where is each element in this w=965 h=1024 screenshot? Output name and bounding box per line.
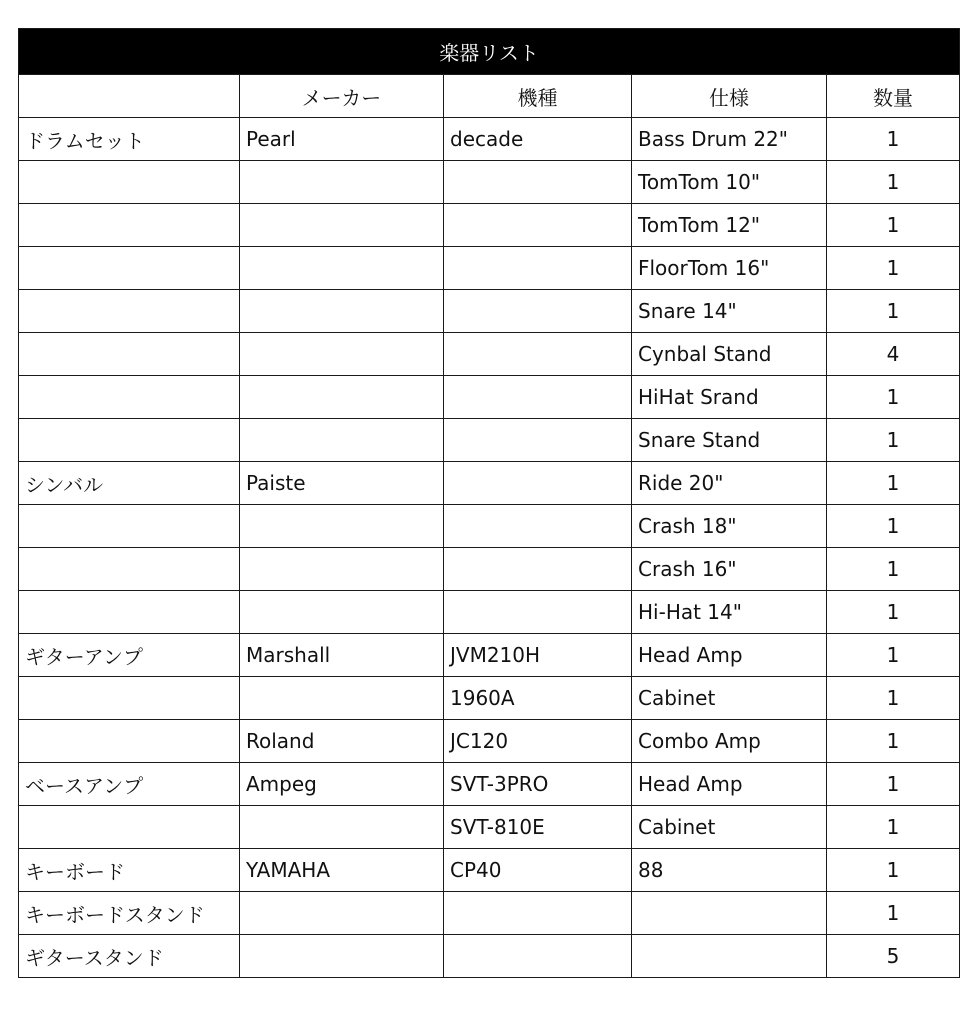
cell-quantity: 1: [827, 505, 960, 548]
cell-spec: HiHat Srand: [632, 376, 827, 419]
cell-maker: [240, 892, 444, 935]
table-row: [19, 118, 960, 161]
table-title: 楽器リスト: [19, 29, 960, 75]
cell-spec: [632, 892, 827, 935]
cell-category: [19, 204, 240, 247]
cell-model: 1960A: [444, 677, 632, 720]
cell-category: [19, 677, 240, 720]
cell-maker: [240, 677, 444, 720]
cell-model: JVM210H: [444, 634, 632, 677]
cell-quantity: 1: [827, 720, 960, 763]
cell-quantity: 1: [827, 462, 960, 505]
cell-spec: Ride 20": [632, 462, 827, 505]
cell-quantity: 1: [827, 247, 960, 290]
table-row: [19, 677, 960, 720]
cell-quantity: 1: [827, 806, 960, 849]
table-row: [19, 161, 960, 204]
cell-quantity: 1: [827, 290, 960, 333]
header-model: 機種: [444, 75, 632, 118]
table-row: [19, 462, 960, 505]
cell-spec: Cabinet: [632, 677, 827, 720]
cell-model: [444, 161, 632, 204]
cell-model: SVT-3PRO: [444, 763, 632, 806]
table-row: [19, 204, 960, 247]
header-row: [19, 75, 960, 118]
header-category: [19, 75, 240, 118]
header-maker: メーカー: [240, 75, 444, 118]
cell-spec: Snare 14": [632, 290, 827, 333]
cell-maker: Paiste: [240, 462, 444, 505]
cell-spec: 88: [632, 849, 827, 892]
cell-model: JC120: [444, 720, 632, 763]
table-row: [19, 419, 960, 462]
cell-category: [19, 720, 240, 763]
cell-category: ベースアンプ: [19, 763, 240, 806]
cell-model: [444, 290, 632, 333]
cell-model: [444, 376, 632, 419]
cell-category: [19, 161, 240, 204]
cell-category: ギターアンプ: [19, 634, 240, 677]
cell-spec: Snare Stand: [632, 419, 827, 462]
cell-maker: Marshall: [240, 634, 444, 677]
table-row: [19, 247, 960, 290]
cell-maker: [240, 591, 444, 634]
cell-category: [19, 505, 240, 548]
cell-spec: Hi-Hat 14": [632, 591, 827, 634]
cell-spec: Head Amp: [632, 763, 827, 806]
cell-spec: [632, 935, 827, 978]
cell-quantity: 1: [827, 376, 960, 419]
header-quantity: 数量: [827, 75, 960, 118]
cell-model: [444, 548, 632, 591]
cell-maker: [240, 333, 444, 376]
cell-maker: [240, 376, 444, 419]
table-row: [19, 720, 960, 763]
cell-model: [444, 247, 632, 290]
cell-model: [444, 591, 632, 634]
cell-quantity: 1: [827, 634, 960, 677]
table-row: [19, 763, 960, 806]
table-row: [19, 935, 960, 978]
cell-category: [19, 548, 240, 591]
cell-model: SVT-810E: [444, 806, 632, 849]
cell-quantity: 1: [827, 204, 960, 247]
table-row: [19, 849, 960, 892]
cell-spec: Crash 16": [632, 548, 827, 591]
cell-maker: Pearl: [240, 118, 444, 161]
cell-maker: [240, 935, 444, 978]
cell-category: ギタースタンド: [19, 935, 240, 978]
cell-maker: Roland: [240, 720, 444, 763]
cell-category: シンバル: [19, 462, 240, 505]
cell-quantity: 5: [827, 935, 960, 978]
table-row: [19, 892, 960, 935]
cell-quantity: 1: [827, 677, 960, 720]
cell-maker: Ampeg: [240, 763, 444, 806]
cell-spec: Bass Drum 22": [632, 118, 827, 161]
cell-category: [19, 290, 240, 333]
cell-spec: Head Amp: [632, 634, 827, 677]
cell-model: [444, 505, 632, 548]
table-row: [19, 333, 960, 376]
cell-model: [444, 935, 632, 978]
cell-maker: [240, 419, 444, 462]
cell-maker: [240, 290, 444, 333]
header-spec: 仕様: [632, 75, 827, 118]
cell-spec: TomTom 10": [632, 161, 827, 204]
cell-maker: [240, 204, 444, 247]
cell-model: [444, 892, 632, 935]
cell-quantity: 1: [827, 118, 960, 161]
cell-quantity: 1: [827, 548, 960, 591]
table-row: [19, 806, 960, 849]
cell-spec: Cabinet: [632, 806, 827, 849]
cell-model: [444, 333, 632, 376]
cell-spec: FloorTom 16": [632, 247, 827, 290]
cell-quantity: 4: [827, 333, 960, 376]
cell-category: [19, 591, 240, 634]
table-row: [19, 376, 960, 419]
table-row: [19, 634, 960, 677]
cell-category: ドラムセット: [19, 118, 240, 161]
table-row: [19, 505, 960, 548]
cell-spec: Combo Amp: [632, 720, 827, 763]
instrument-table: [18, 28, 960, 978]
cell-model: [444, 419, 632, 462]
cell-model: decade: [444, 118, 632, 161]
cell-spec: Crash 18": [632, 505, 827, 548]
cell-model: [444, 462, 632, 505]
cell-category: [19, 419, 240, 462]
cell-category: [19, 247, 240, 290]
cell-category: キーボード: [19, 849, 240, 892]
cell-model: CP40: [444, 849, 632, 892]
cell-maker: [240, 505, 444, 548]
cell-spec: TomTom 12": [632, 204, 827, 247]
cell-maker: [240, 247, 444, 290]
cell-maker: [240, 806, 444, 849]
cell-category: [19, 376, 240, 419]
cell-model: [444, 204, 632, 247]
table-row: [19, 290, 960, 333]
table-row: [19, 591, 960, 634]
cell-quantity: 1: [827, 419, 960, 462]
cell-quantity: 1: [827, 892, 960, 935]
table-row: [19, 548, 960, 591]
cell-maker: [240, 161, 444, 204]
cell-category: キーボードスタンド: [19, 892, 240, 935]
title-row: [19, 29, 960, 75]
cell-category: [19, 806, 240, 849]
cell-maker: [240, 548, 444, 591]
cell-quantity: 1: [827, 161, 960, 204]
cell-category: [19, 333, 240, 376]
cell-quantity: 1: [827, 849, 960, 892]
cell-maker: YAMAHA: [240, 849, 444, 892]
cell-spec: Cynbal Stand: [632, 333, 827, 376]
cell-quantity: 1: [827, 763, 960, 806]
cell-quantity: 1: [827, 591, 960, 634]
table-body: [19, 118, 960, 978]
